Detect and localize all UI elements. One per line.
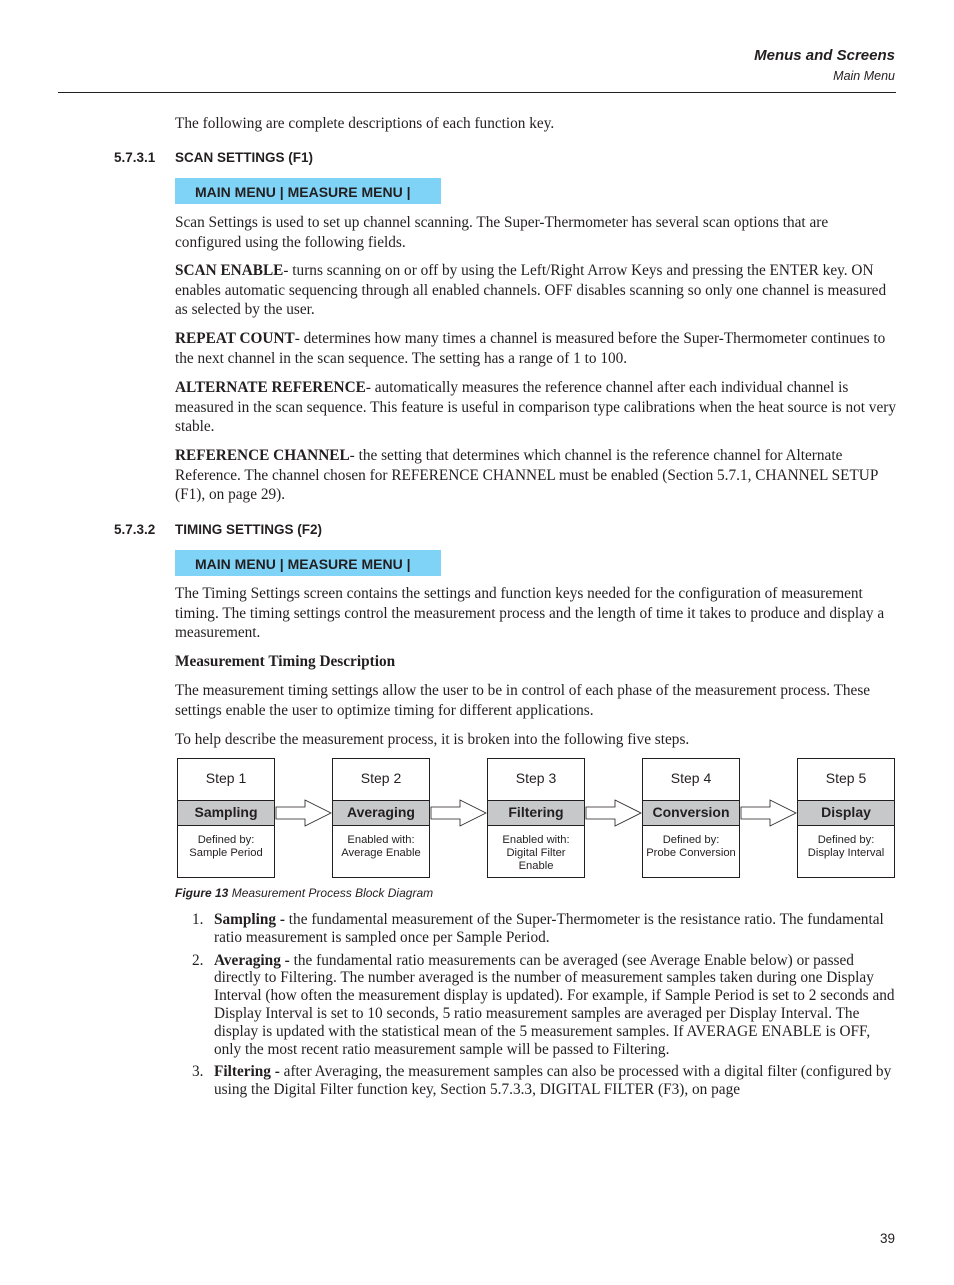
- list-item: [175, 952, 897, 1059]
- step-description: Enabled with: Average Enable: [341, 834, 421, 859]
- paragraph-text: Scan Settings is used to set up channel scanning. The Super-Thermometer has several scan options that are configured using the following fields.: [175, 214, 829, 251]
- timing-settings-paragraph: [175, 584, 897, 643]
- step-box-3: [487, 758, 585, 878]
- term: ALTERNATE REFERENCE: [175, 379, 366, 396]
- reference-channel-paragraph: [175, 446, 897, 505]
- page-number: 39: [879, 1231, 895, 1246]
- step-name: Averaging: [333, 800, 429, 826]
- subheading: Measurement Timing Description: [175, 653, 396, 670]
- step-label: Step 1: [205, 770, 247, 786]
- step-name: Display: [798, 800, 894, 826]
- list-text: the fundamental ratio measurements can be averaged (see Average Enable below) or passed directly to Filtering. The number averaged is the number of measurement samples taken during one Display Interval (how often the measurement display is updated). For example, if Sample Period is set to 2 seconds and Display Interval is set to 10 seconds, 5 ratio measurement samples are averaged per Display Interval. The display is updated with the statistical mean of the 5 measurement samples. If AVERAGE ENABLE is OFF, only the most recent ratio measurement sample will be passed to Filtering.: [214, 951, 895, 1058]
- step-description: Defined by: Probe Conversion: [646, 834, 736, 859]
- paragraph-text: The measurement timing settings allow the user to be in control of each phase of the measurement process. These settings enable the user to optimize timing for different applications.: [175, 682, 871, 719]
- paragraph-text: The Timing Settings screen contains the settings and function keys needed for the configuration of measurement timing. The timing settings control the measurement process and the length of time it takes to produce and display a measurement.: [175, 585, 885, 642]
- step-box-4: [642, 758, 740, 878]
- header-rule: [58, 92, 896, 93]
- flow-arrow-icon: [430, 799, 488, 827]
- list-item: [175, 911, 897, 947]
- figure-caption-text: Measurement Process Block Diagram: [231, 886, 434, 900]
- flow-arrow-icon: [585, 799, 643, 827]
- step-label: Step 4: [670, 770, 712, 786]
- flow-arrow-icon: [275, 799, 333, 827]
- section-number: 5.7.3.1: [114, 150, 156, 165]
- step-box-5: [797, 758, 895, 878]
- intro-text: The following are complete descriptions of each function key.: [175, 115, 555, 132]
- timing-description-paragraph: [175, 681, 897, 720]
- paragraph-text: To help describe the measurement process, it is broken into the following five steps.: [175, 731, 690, 748]
- running-header-subtitle: Main Menu: [833, 69, 895, 83]
- step-name: Sampling: [178, 800, 274, 826]
- list-text: the fundamental measurement of the Super-Thermometer is the resistance ratio. The fundamental ratio measurement is sampled once per Sample Period.: [214, 911, 884, 946]
- step-description: Defined by: Sample Period: [189, 834, 263, 859]
- intro-paragraph: [175, 114, 897, 134]
- definition: - determines how many times a channel is measured before the Super-Thermometer continues to the next channel in the scan sequence. The setting has a range of 1 to 100.: [175, 330, 886, 367]
- list-term: Sampling -: [214, 911, 285, 928]
- section-title: SCAN SETTINGS (F1): [175, 150, 314, 165]
- definition: - turns scanning on or off by using the Left/Right Arrow Keys and pressing the ENTER key. ON enables automatic sequencing through all enabled channels. OFF disables scanning so only one channel is measured as selected by the user.: [175, 262, 887, 319]
- step-name: Conversion: [643, 800, 739, 826]
- step-label: Step 3: [515, 770, 557, 786]
- scan-settings-paragraph: [175, 213, 897, 252]
- alternate-reference-paragraph: [175, 378, 897, 437]
- figure-caption: [175, 886, 433, 900]
- figure-label: Figure 13: [175, 886, 229, 900]
- list-number: 3.: [192, 1063, 204, 1081]
- definition: - the setting that determines which channel is the reference channel for Alternate Reference. The channel chosen for REFERENCE CHANNEL must be enabled (Section 5.7.1, CHANNEL SETUP (F1), on page 29).: [175, 447, 878, 504]
- step-description: Defined by: Display Interval: [807, 834, 885, 859]
- step-description: Enabled with: Digital Filter Enable: [502, 834, 570, 872]
- term: REPEAT COUNT: [175, 330, 295, 347]
- step-box-2: [332, 758, 430, 878]
- list-term: Averaging -: [214, 951, 290, 969]
- step-box-1: [177, 758, 275, 878]
- list-term: Filtering -: [214, 1063, 280, 1081]
- term: REFERENCE CHANNEL: [175, 447, 350, 464]
- step-label: Step 2: [360, 770, 402, 786]
- flow-arrow-icon: [740, 799, 798, 827]
- list-number: 1.: [192, 911, 204, 928]
- section-number: 5.7.3.2: [114, 522, 156, 537]
- list-number: 2.: [192, 951, 204, 969]
- definition: - automatically measures the reference channel after each individual channel is measured in the scan sequence. This feature is useful in comparison type calibrations when the heat source is not very stable.: [175, 379, 896, 436]
- menu-path-bar: MAIN MENU | MEASURE MENU |: [175, 178, 441, 204]
- menu-path-bar: MAIN MENU | MEASURE MENU |: [175, 550, 441, 576]
- five-steps-paragraph: [175, 730, 897, 750]
- step-name: Filtering: [488, 800, 584, 826]
- scan-enable-paragraph: [175, 261, 897, 320]
- term: SCAN ENABLE: [175, 262, 284, 279]
- repeat-count-paragraph: [175, 329, 897, 368]
- step-label: Step 5: [825, 770, 867, 786]
- steps-list: [175, 911, 897, 1104]
- running-header-title: Menus and Screens: [754, 47, 895, 64]
- section-title: TIMING SETTINGS (F2): [175, 522, 322, 537]
- list-text: after Averaging, the measurement samples can also be processed with a digital filter (configured by using the Digital Filter function key, Section 5.7.3.3, DIGITAL FILTER (F3), on page: [214, 1063, 892, 1099]
- list-item: [175, 1063, 897, 1099]
